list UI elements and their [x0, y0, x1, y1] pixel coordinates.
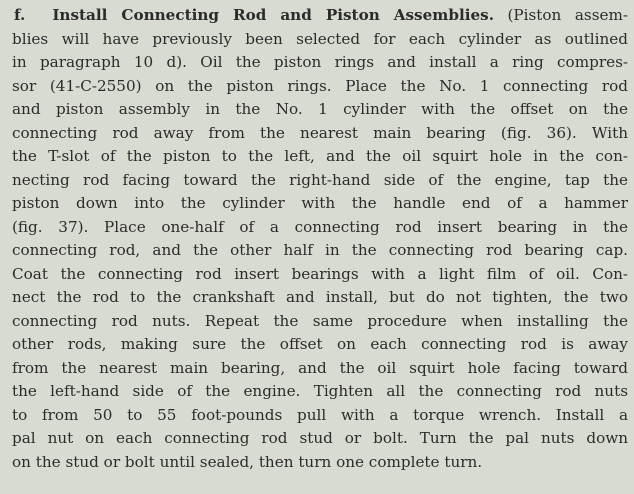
first-line-text: (Piston assem- [494, 6, 629, 24]
document-page [12, 4, 628, 474]
text-line: piston down into the cylinder with the handle end of a hammer [12, 194, 628, 212]
section-label: f. [14, 6, 26, 24]
text-line: in paragraph 10 d). Oil the piston rings and install a ring compres- [12, 53, 628, 71]
text-line: necting rod facing toward the right-hand side of the engine, tap the [12, 170, 628, 189]
text-line: connecting rod away from the nearest main bearing (fig. 36). With [12, 123, 628, 142]
text-line: connecting rod nuts. Repeat the same procedure when installing the [12, 311, 628, 330]
text-line: and piston assembly in the No. 1 cylinder with the offset on the [12, 100, 628, 118]
text-line: nect the rod to the crankshaft and install, but do not tighten, the two [12, 288, 628, 306]
text-line: from the nearest main bearing, and the oil squirt hole facing toward [12, 358, 628, 377]
text-line: blies will have previously been selected for each cylinder as outlined [12, 29, 628, 48]
text-line: on the stud or bolt until sealed, then turn one complete turn. [12, 452, 483, 471]
text-line: other rods, making sure the offset on each connecting rod is away [12, 335, 628, 353]
paragraph-first-line [12, 4, 628, 28]
text-line: the left-hand side of the engine. Tighten all the connecting rod nuts [12, 382, 628, 400]
text-line: Coat the connecting rod insert bearings with a light film of oil. Con- [12, 264, 628, 283]
text-line: connecting rod, and the other half in the connecting rod bearing cap. [12, 241, 628, 259]
text-line: sor (41-C-2550) on the piston rings. Place the No. 1 connecting rod [12, 76, 628, 95]
text-line: the T-slot of the piston to the left, and the oil squirt hole in the con- [12, 147, 628, 165]
section-heading: Install Connecting Rod and Piston Assemblies. [52, 6, 494, 24]
text-line: pal nut on each connecting rod stud or bolt. Turn the pal nuts down [12, 429, 628, 447]
text-line: to from 50 to 55 foot-pounds pull with a torque wrench. Install a [12, 405, 628, 424]
text-line: (fig. 37). Place one-half of a connecting rod insert bearing in the [12, 217, 628, 236]
